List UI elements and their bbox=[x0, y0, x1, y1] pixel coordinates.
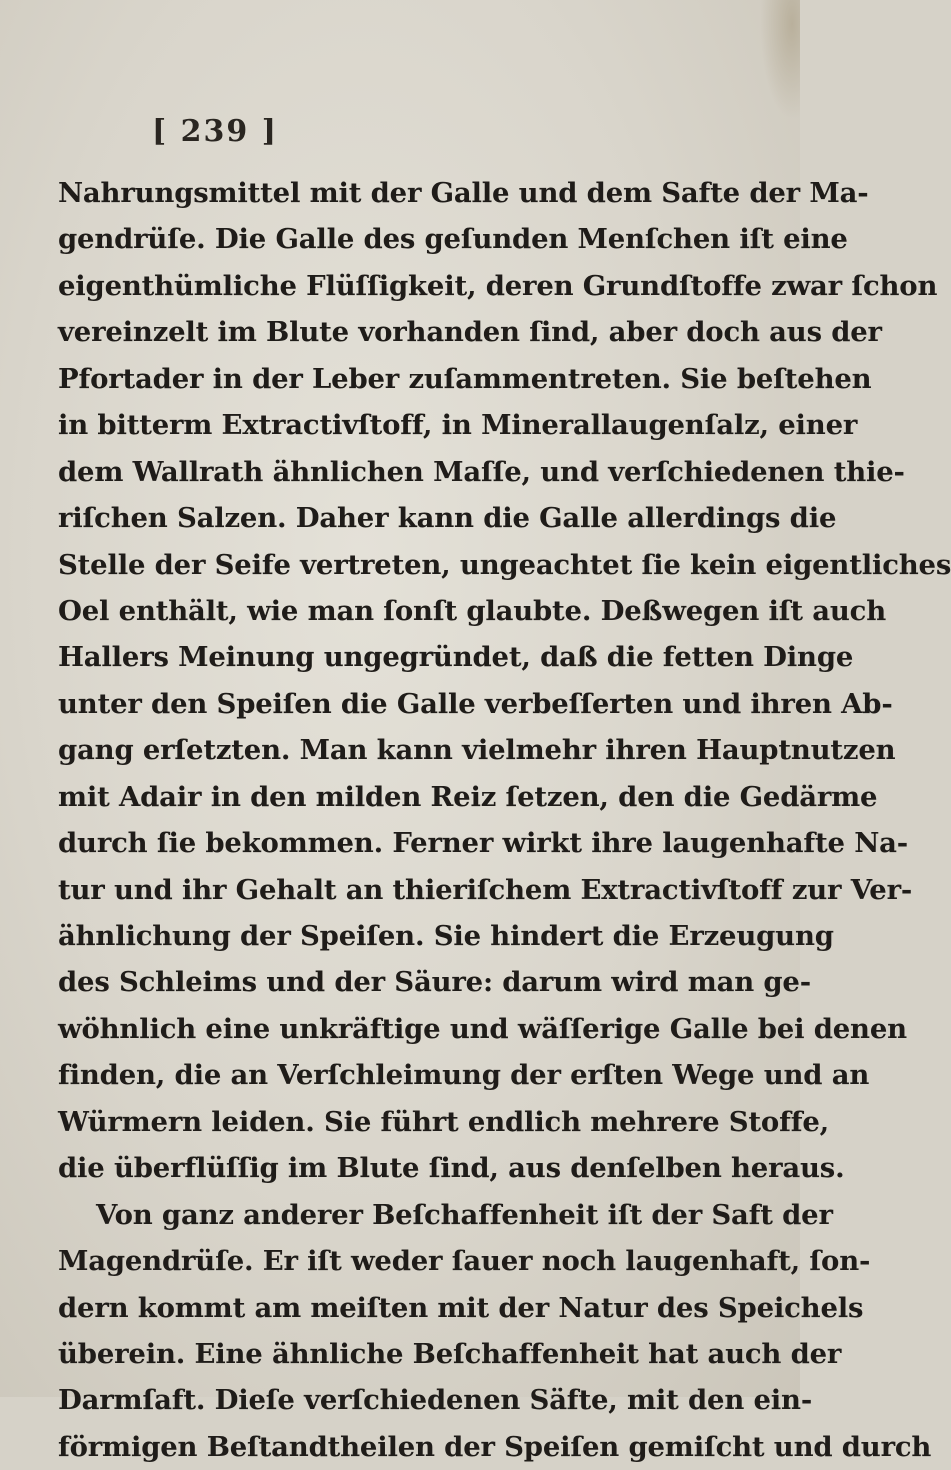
text-line: Magendrüſe. Er iſt weder ſauer noch laugenhaft, ſon- bbox=[58, 1245, 871, 1278]
text-line: ähnlichung der Speiſen. Sie hindert die Erzeugung bbox=[58, 920, 834, 952]
text-line: wöhnlich eine unkräftige und wäſſerige Galle bei denen bbox=[58, 1012, 907, 1045]
text-line: unter den Speiſen die Galle verbeſſerten und ihren Ab- bbox=[58, 687, 893, 720]
page-number: [ 239 ] bbox=[152, 114, 278, 149]
text-line: Pfortader in der Leber zuſammentreten. Sie beſtehen bbox=[58, 362, 872, 395]
text-line: Hallers Meinung ungegründet, daß die fetten Dinge bbox=[58, 641, 854, 674]
text-line: mit Adair in den milden Reiz ſetzen, den die Gedärme bbox=[58, 780, 878, 813]
text-line: des Schleims und der Säure: darum wird man ge- bbox=[58, 966, 811, 999]
text-line: eigenthümliche Flüſſigkeit, deren Grundſtoffe zwar ſchon bbox=[58, 269, 938, 302]
text-line: dern kommt am meiſten mit der Natur des Speichels bbox=[58, 1291, 864, 1324]
text-line: Würmern leiden. Sie führt endlich mehrere Stoffe, bbox=[58, 1105, 830, 1138]
text-line: riſchen Salzen. Daher kann die Galle allerdings die bbox=[58, 502, 837, 535]
text-line: dem Wallrath ähnlichen Maſſe, und verſchiedenen thie- bbox=[58, 455, 905, 488]
text-line: die überflüſſig im Blute ſind, aus denſelben heraus. bbox=[58, 1152, 845, 1185]
paragraph-first-line: Von ganz anderer Beſchaffenheit iſt der Saft der bbox=[96, 1198, 833, 1231]
text-line: Oel enthält, wie man ſonſt glaubte. Deßwegen iſt auch bbox=[58, 594, 886, 627]
text-line: tur und ihr Gehalt an thieriſchem Extractivſtoff zur Ver- bbox=[58, 873, 913, 906]
text-line: überein. Eine ähnliche Beſchaffenheit hat auch der bbox=[58, 1337, 842, 1370]
paper-stain bbox=[760, 0, 800, 120]
text-line: Darmſaft. Dieſe verſchiedenen Säfte, mit den ein- bbox=[58, 1384, 813, 1417]
text-line: vereinzelt im Blute vorhanden ſind, aber doch aus der bbox=[58, 316, 882, 349]
text-line: in bitterm Extractivſtoff, in Minerallaugenſalz, einer bbox=[58, 409, 858, 442]
text-line: gendrüſe. Die Galle des geſunden Menſchen iſt eine bbox=[58, 223, 848, 256]
text-line: förmigen Beſtandtheilen der Speiſen gemiſcht und durch bbox=[58, 1430, 932, 1463]
body-text bbox=[58, 170, 951, 1470]
text-line: gang erſetzten. Man kann vielmehr ihren Hauptnutzen bbox=[58, 734, 896, 767]
text-line: durch ſie bekommen. Ferner wirkt ihre laugenhafte Na- bbox=[58, 827, 908, 860]
text-line: Stelle der Seife vertreten, ungeachtet ſie kein eigentliches bbox=[58, 548, 951, 581]
text-line: finden, die an Verſchleimung der erſten Wege und an bbox=[58, 1059, 870, 1092]
text-line: Nahrungsmittel mit der Galle und dem Safte der Ma- bbox=[58, 177, 869, 209]
